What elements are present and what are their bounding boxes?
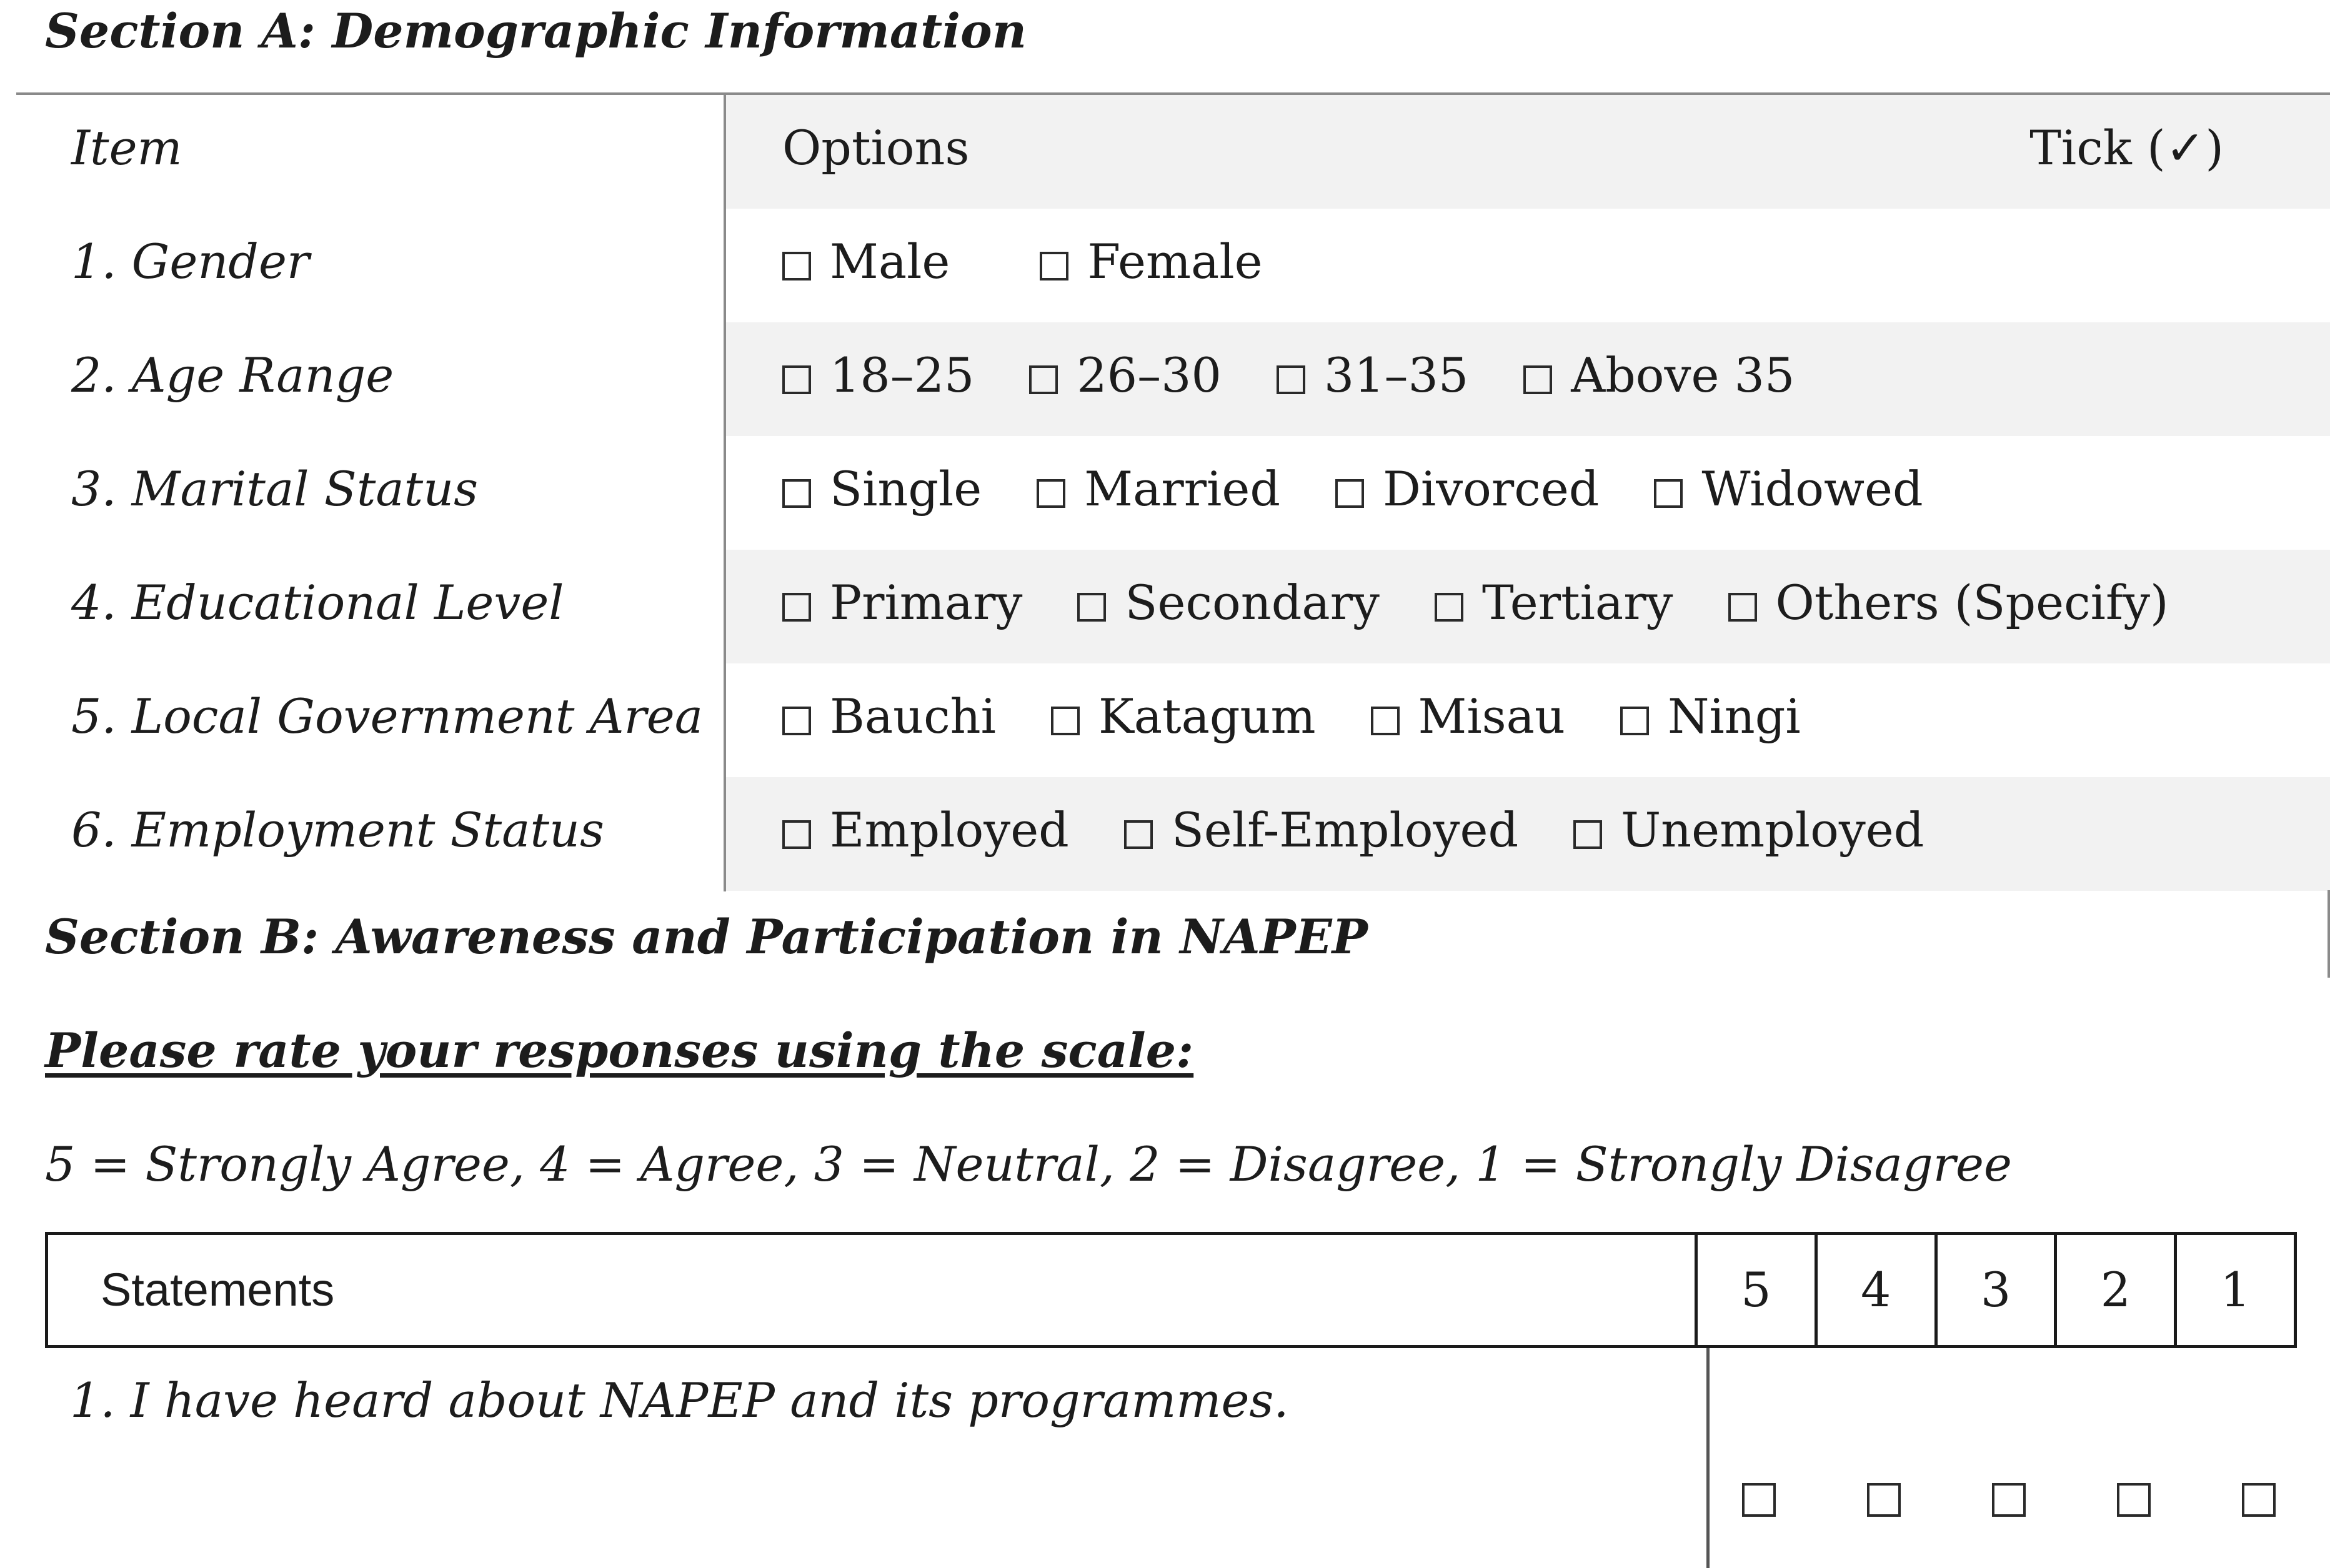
section-b-title: Section B: Awareness and Participation in NAPEP: [45, 909, 1368, 965]
header-scale-1: 1: [2220, 1262, 2251, 1317]
option-label: Above 35: [1571, 347, 1795, 403]
option-checkbox[interactable]: [1523, 322, 1795, 429]
option-label: Divorced: [1383, 461, 1600, 517]
option-checkbox[interactable]: [1029, 322, 1221, 429]
checkbox-icon[interactable]: [1040, 252, 1068, 280]
row-options: [725, 436, 2330, 550]
checkbox-icon[interactable]: [782, 479, 811, 508]
option-checkbox[interactable]: [782, 777, 1069, 883]
rating-checkbox-5[interactable]: [1742, 1483, 1776, 1517]
option-checkbox[interactable]: [1051, 663, 1316, 770]
checkbox-icon[interactable]: [1654, 479, 1683, 508]
row-item-label: 1. Gender: [71, 234, 310, 289]
checkbox-icon[interactable]: [1029, 365, 1058, 394]
option-checkbox[interactable]: [1620, 663, 1801, 770]
option-label: Employed: [830, 802, 1069, 858]
header-scale-2: 2: [2057, 1235, 2177, 1345]
rating-checkbox-1[interactable]: [2242, 1483, 2276, 1517]
row-options: [725, 663, 2330, 777]
header-item: Item: [71, 120, 182, 176]
option-label: Primary: [830, 575, 1023, 630]
option-label: Female: [1087, 234, 1263, 289]
rating-checkbox-4[interactable]: [1867, 1483, 1901, 1517]
demographic-row: [16, 209, 2330, 322]
table-divider: [724, 95, 726, 891]
row-item-label: 6. Employment Status: [71, 802, 604, 858]
rating-checkbox-3[interactable]: [1992, 1483, 2026, 1517]
row-options: [725, 550, 2330, 663]
option-checkbox[interactable]: [1573, 777, 1924, 883]
table-divider: [1706, 1348, 1710, 1568]
option-checkbox[interactable]: [1077, 550, 1380, 656]
header-statements: Statements: [48, 1235, 1698, 1345]
demographic-table: [16, 95, 2330, 891]
option-checkbox[interactable]: [1277, 322, 1468, 429]
option-label: Unemployed: [1621, 802, 1924, 858]
demographic-row: [16, 436, 2330, 550]
demographic-row: [16, 322, 2330, 436]
option-label: Bauchi: [830, 688, 996, 744]
checkbox-icon[interactable]: [1523, 365, 1552, 394]
header-options: Options: [782, 120, 970, 176]
table-divider: [2328, 890, 2330, 978]
option-checkbox[interactable]: [1037, 436, 1280, 542]
option-checkbox[interactable]: [782, 550, 1022, 656]
option-checkbox[interactable]: [1124, 777, 1518, 883]
checkbox-icon[interactable]: [1620, 707, 1649, 735]
option-label: Katagum: [1098, 688, 1316, 744]
option-label: 26–30: [1077, 347, 1222, 403]
row-options: [725, 777, 2330, 891]
statement-text: 1. I have heard about NAPEP and its programmes.: [70, 1372, 1289, 1428]
demographic-header-row: [16, 95, 2330, 209]
checkbox-icon[interactable]: [782, 820, 811, 849]
checkbox-icon[interactable]: [782, 252, 811, 280]
option-checkbox[interactable]: [1335, 436, 1599, 542]
checkbox-icon[interactable]: [1335, 479, 1364, 508]
demographic-row: [16, 777, 2330, 891]
header-scale-4: 4: [1818, 1235, 1938, 1345]
option-label: Secondary: [1125, 575, 1380, 630]
row-item-label: 5. Local Government Area: [71, 688, 704, 744]
option-checkbox[interactable]: [1371, 663, 1565, 770]
rating-checkbox-2[interactable]: [2117, 1483, 2151, 1517]
option-label: Others (Specify): [1775, 575, 2169, 630]
header-options-cell: [725, 95, 2330, 209]
demographic-row: [16, 550, 2330, 663]
scale-legend: 5 = Strongly Agree, 4 = Agree, 3 = Neutral, 2 = Disagree, 1 = Strongly Disagree: [45, 1136, 2012, 1192]
row-item-label: 2. Age Range: [71, 347, 394, 403]
header-scale-3: 3: [1938, 1235, 2058, 1345]
option-label: Male: [830, 234, 950, 289]
option-label: Self-Employed: [1171, 802, 1519, 858]
checkbox-icon[interactable]: [1371, 707, 1400, 735]
checkbox-icon[interactable]: [1037, 479, 1065, 508]
option-checkbox[interactable]: [1728, 550, 2169, 656]
option-label: Single: [830, 461, 982, 517]
option-label: Ningi: [1667, 688, 1801, 744]
header-tick: Tick (✓): [2029, 120, 2224, 176]
option-checkbox[interactable]: [1435, 550, 1673, 656]
option-label: Married: [1084, 461, 1280, 517]
option-checkbox[interactable]: [782, 436, 982, 542]
checkbox-icon[interactable]: [1728, 593, 1757, 622]
option-checkbox[interactable]: [1654, 436, 1923, 542]
scale-instructions-title: Please rate your responses using the scale:: [45, 1023, 1194, 1078]
option-checkbox[interactable]: [782, 663, 996, 770]
option-checkbox[interactable]: [782, 209, 950, 315]
checkbox-icon[interactable]: [782, 593, 811, 622]
option-label: Widowed: [1701, 461, 1923, 517]
row-options: [725, 209, 2330, 322]
option-label: Misau: [1418, 688, 1565, 744]
checkbox-icon[interactable]: [1435, 593, 1463, 622]
rating-table-header: [45, 1232, 2297, 1348]
header-scale-5: 5: [1698, 1235, 1818, 1345]
demographic-row: [16, 663, 2330, 777]
checkbox-icon[interactable]: [1573, 820, 1602, 849]
option-label: 18–25: [830, 347, 975, 403]
checkbox-icon[interactable]: [1124, 820, 1153, 849]
row-item-label: 3. Marital Status: [71, 461, 479, 517]
section-a-title: Section A: Demographic Information: [45, 3, 1027, 59]
checkbox-icon[interactable]: [1051, 707, 1080, 735]
option-label: Tertiary: [1481, 575, 1673, 630]
option-label: 31–35: [1323, 347, 1469, 403]
checkbox-icon[interactable]: [782, 707, 811, 735]
option-checkbox[interactable]: [1040, 209, 1262, 315]
row-item-label: 4. Educational Level: [71, 575, 564, 630]
checkbox-icon[interactable]: [782, 365, 811, 394]
checkbox-icon[interactable]: [1277, 365, 1305, 394]
option-checkbox[interactable]: [782, 322, 974, 429]
row-options: [725, 322, 2330, 436]
checkbox-icon[interactable]: [1077, 593, 1106, 622]
